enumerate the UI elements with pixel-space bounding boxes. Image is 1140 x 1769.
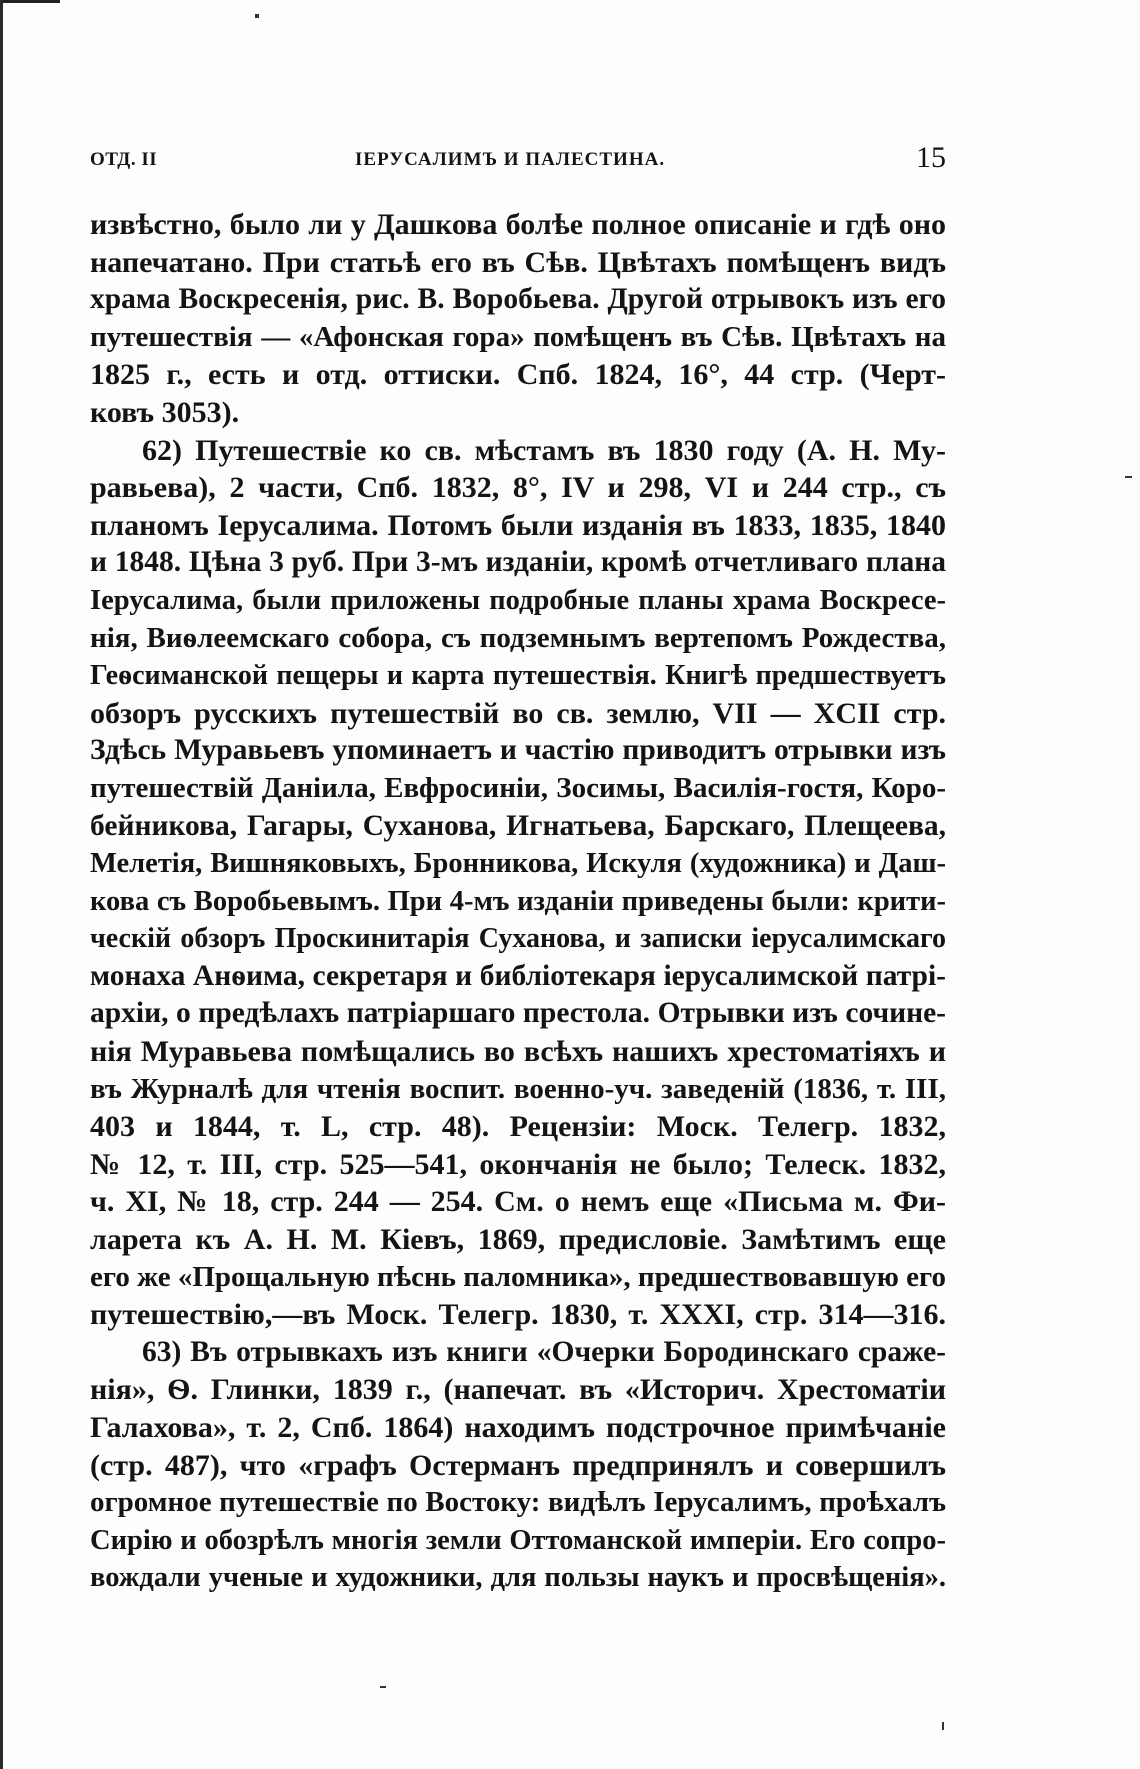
text-line: 63) Въ отрывкахъ изъ книги «Очерки Бородинскаго сраже- [142,1335,946,1368]
text-line: ларета къ А. Н. М. Кіевъ, 1869, предисловіе. Замѣтимъ еще [90,1223,946,1257]
text-line: нія», Ѳ. Глинки, 1839 г., (напечат. въ «Историч. Хрестоматіи [90,1373,946,1407]
scan-left-edge [0,0,3,1769]
text-line: равьева), 2 части, Спб. 1832, 8°, IV и 298, VI и 244 стр., съ [90,471,946,505]
text-line: планомъ Іерусалима. Потомъ были изданія въ 1833, 1835, 1840 [90,508,946,542]
text-line: архіи, о предѣлахъ патріаршаго престола. Отрывки изъ сочине- [90,997,946,1030]
page-body [90,206,946,1597]
text-line: Геѳсиманской пещеры и карта путешествія. Книгѣ предшествуетъ [90,660,946,692]
scan-speck [1125,476,1132,478]
text-line: огромное путешествіе по Востоку: видѣлъ Іерусалимъ, проѣхалъ [90,1486,946,1519]
text-line: Галахова», т. 2, Спб. 1864) находимъ подстрочное примѣчаніе [90,1411,946,1444]
text-line: ческій обзоръ Проскинитарія Суханова, и записки іерусалимскаго [90,923,946,955]
text-line: путешествій Даніила, Евфросиніи, Зосимы, Василія-гостя, Коро- [90,771,946,804]
text-line: Іерусалима, были приложены подробные планы храма Воскресе- [90,584,946,616]
scan-speck [942,1722,944,1730]
text-line: вождали ученые и художники, для пользы наукъ и просвѣщенія». [90,1562,946,1594]
text-line: напечатано. При статьѣ его въ Сѣв. Цвѣтахъ помѣщенъ видъ [90,245,946,279]
text-line: ч. XI, № 18, стр. 244 — 254. См. о немъ еще «Письма м. Фи- [90,1185,946,1219]
text-line: извѣстно, было ли у Дашкова болѣе полное описаніе и гдѣ оно [90,208,946,241]
text-line: и 1848. Цѣна 3 руб. При 3-мъ изданіи, кромѣ отчетливаго плана [90,546,946,579]
scan-speck [255,14,259,18]
text-line: путешествія — «Афонская гора» помѣщенъ въ Сѣв. Цвѣтахъ на [90,320,946,353]
text-line: 1825 г., есть и отд. оттиски. Спб. 1824, 16°, 44 стр. (Черт- [90,358,946,392]
scan-top-edge [0,0,60,3]
text-line: (стр. 487), что «графъ Остерманъ предпринялъ и совершилъ [90,1448,946,1482]
text-line: 62) Путешествіе ко св. мѣстамъ въ 1830 году (А. Н. Му- [142,433,946,467]
text-line: № 12, т. III, стр. 525—541, окончанія не было; Телеск. 1832, [90,1147,946,1181]
text-line: монаха Анѳима, секретаря и библіотекаря іерусалимской патрі- [90,959,946,992]
text-line: Сирію и обозрѣлъ многія земли Оттоманской имперіи. Его сопро- [90,1524,946,1556]
text-line: Мелетія, Вишняковыхъ, Бронникова, Искуля (художника) и Даш- [90,848,946,880]
text-line: Здѣсь Муравьевъ упоминаетъ и частію приводитъ отрывки изъ [90,734,946,767]
text-line: храма Воскресенія, рис. В. Воробьева. Другой отрывокъ изъ его [90,283,946,316]
text-line: обзоръ русскихъ путешествій во св. землю, VII — XCII стр. [90,696,946,730]
text-line: нія, Виѳлеемскаго собора, съ подземнымъ вертепомъ Рождества, [90,621,946,654]
text-line: его же «Прощальную пѣснь паломника», предшествовавшую его [90,1260,946,1293]
text-line: бейникова, Гагары, Суханова, Игнатьева, Барскаго, Плещеева, [90,809,946,842]
page-number: 15 [916,141,946,174]
running-header [90,141,946,181]
text-line: путешествію,—въ Моск. Телегр. 1830, т. XXXI, стр. 314—316. [90,1298,946,1332]
text-line: кова съ Воробьевымъ. При 4-мъ изданіи приведены были: крити- [90,885,946,917]
text-line: ковъ 3053). [90,395,240,429]
text-line: 403 и 1844, т. L, стр. 48). Рецензіи: Моск. Телегр. 1832, [90,1110,946,1144]
section-label: ОТД. II [90,149,158,170]
running-title: ІЕРУСАЛИМЪ И ПАЛЕСТИНА. [355,149,666,170]
scan-speck [380,1686,386,1688]
text-line: нія Муравьева помѣщались во всѣхъ нашихъ хрестоматіяхъ и [90,1035,946,1069]
text-line: въ Журналѣ для чтенія воспит. военно-уч. заведеній (1836, т. III, [90,1072,946,1105]
